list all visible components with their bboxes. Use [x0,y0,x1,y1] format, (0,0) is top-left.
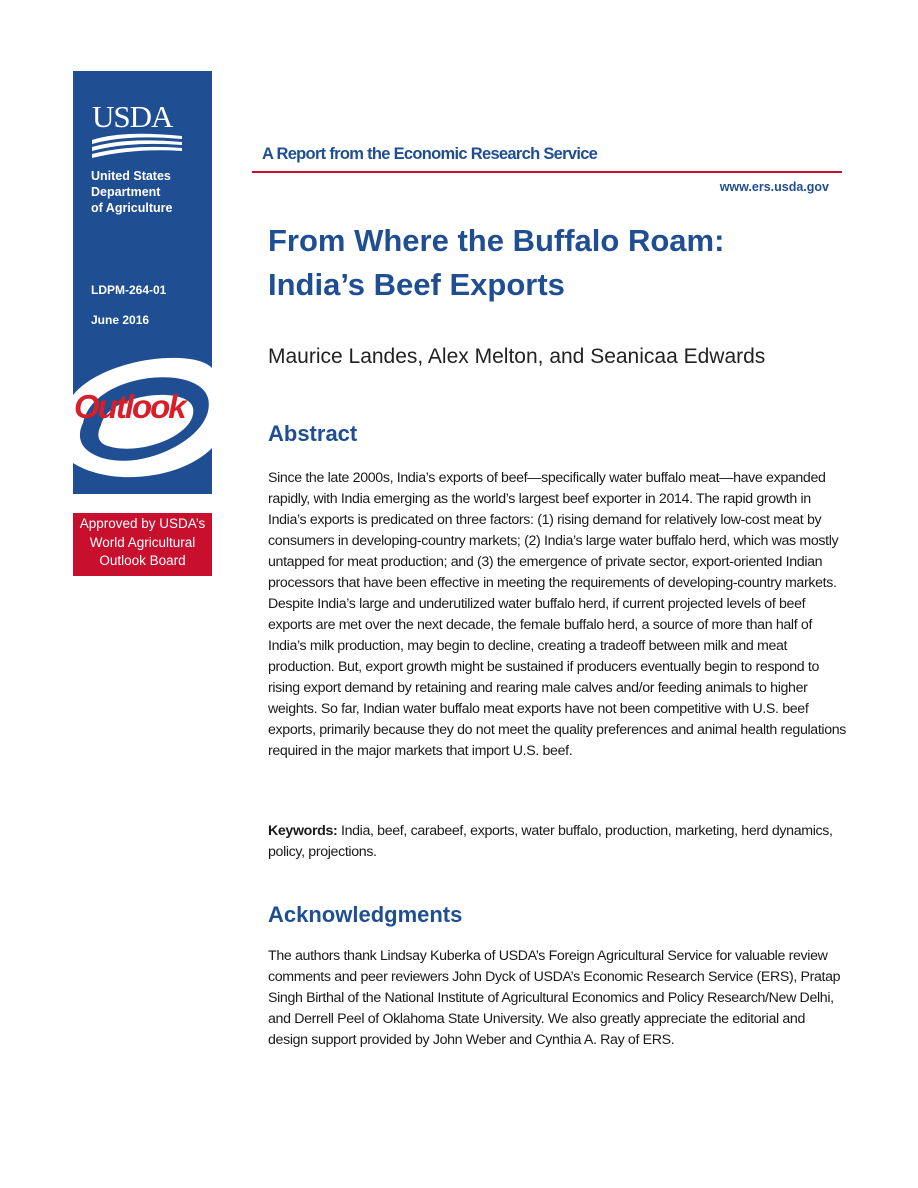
title-line-2: India’s Beef Exports [268,267,565,302]
report-date: June 2016 [91,313,150,327]
dept-line-2: Department [91,185,161,199]
abstract-text: Since the late 2000s, India’s exports of beef—specifically water buffalo meat—have expanded rapidly, with India emerging as the world’s largest beef exporter in 2014. The rapid growth in India’s exports is predicated on three factors: (1) rising demand for relatively low-cost meat by consumers in developing-country markets; (2) India’s large water buffalo herd, which was mostly untapped for meat production; and (3) the emergence of private sector, export-oriented Indian processors that have been effective in meeting the requirements of developing-country markets. Despite India’s large and underutilized water buffalo herd, if current projected levels of beef exports are met over the next decade, the female buffalo herd, a source of more than half of India’s milk production, may begin to decline, creating a tradeoff between milk and meat production. But, export growth might be sustained if producers eventually begin to respond to rising export demand by retaining and rearing male calves and/or feeding animals to higher weights. So far, Indian water buffalo meat exports have not been competitive with U.S. beef exports, primarily because they do not meet the quality preferences and animal health regulations required in the major markets that import U.S. beef. [268,470,847,759]
usda-logo [92,101,182,159]
dept-line-1: United States [91,169,171,183]
title-line-1: From Where the Buffalo Roam: [268,223,725,258]
report-id: LDPM-264-01 [91,283,167,297]
keywords [268,821,848,863]
ers-website-link[interactable]: www.ers.usda.gov [719,180,829,194]
usda-hills-icon [92,132,182,160]
usda-logo-text: USDA [92,99,173,134]
keywords-list: India, beef, carabeef, exports, water buffalo, production, marketing, herd dynamics, policy, projections. [268,823,833,860]
abstract-heading: Abstract [268,421,358,446]
report-title [268,219,868,307]
report-series-label: A Report from the Economic Research Service [262,145,598,163]
header-divider [252,171,842,173]
approved-line-1: Approved by USDA’s [79,516,206,531]
sidebar [73,71,212,494]
dept-line-3: of Agriculture [91,201,173,215]
outlook-logo-text: Outlook [74,388,185,425]
department-name [91,168,211,216]
acknowledgments-text: The authors thank Lindsay Kuberka of USDA’s Foreign Agricultural Service for valuable review comments and peer reviewers John Dyck of USDA’s Economic Research Service (ERS), Pratap Singh Birthal of the National Institute of Agricultural Economics and Policy Research/New Delhi, and Derrell Peel of Oklahoma State University. We also greatly appreciate the editorial and design support provided by John Weber and Cynthia A. Ray of ERS. [268,948,841,1048]
keywords-label: Keywords: [268,823,338,839]
authors: Maurice Landes, Alex Melton, and Seanicaa Edwards [268,345,766,368]
approved-line-3: Outlook Board [99,553,186,568]
approved-line-2: World Agricultural [89,534,196,550]
approved-badge [73,513,212,576]
acknowledgments-heading: Acknowledgments [268,902,463,927]
